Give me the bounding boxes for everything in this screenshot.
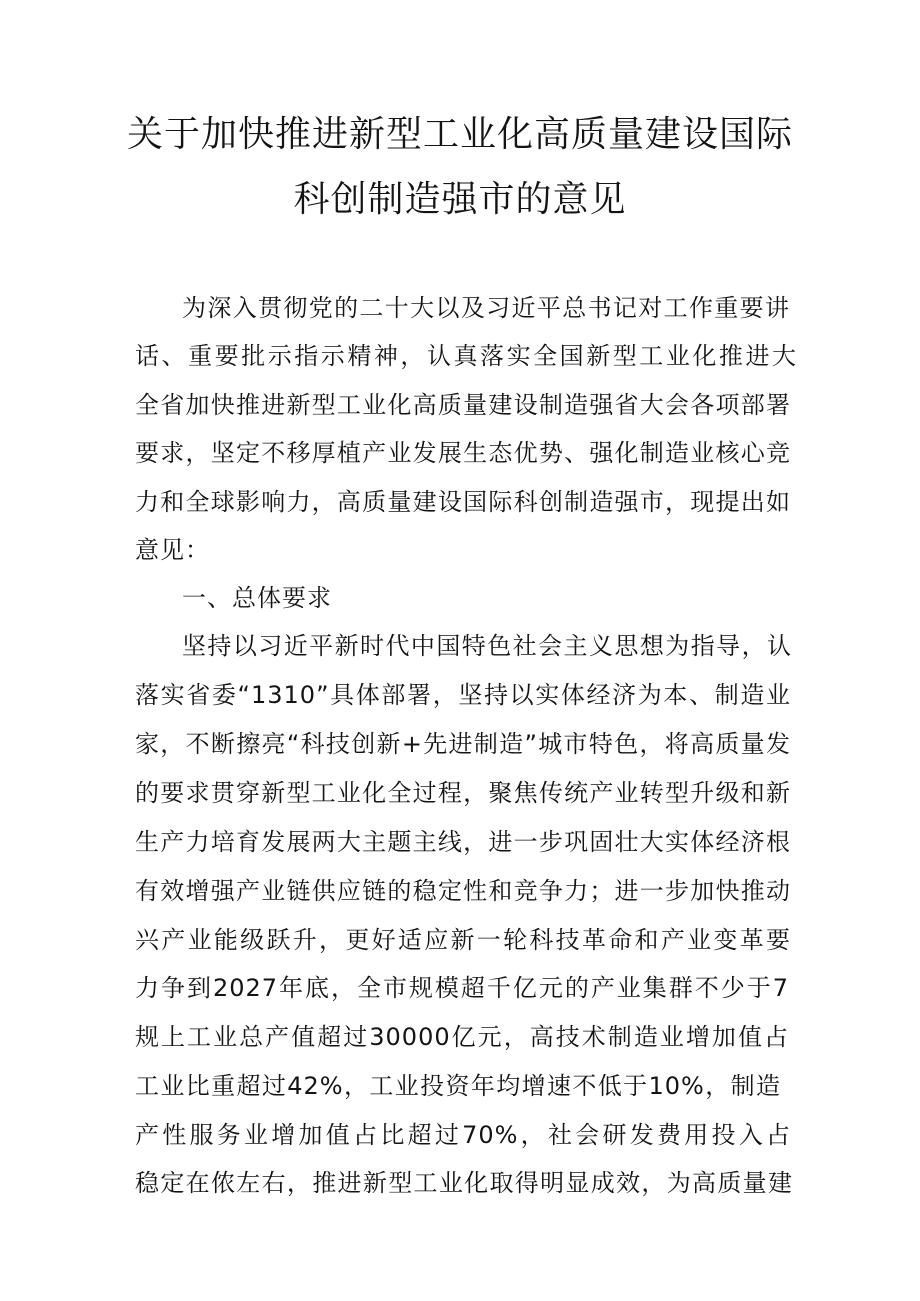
body-line: 有效增强产业链供应链的稳定性和竞争力；进一步加快推动 — [135, 877, 791, 905]
body-line: 规上工业总产值超过30000亿元，高技术制造业增加值占 — [135, 1023, 789, 1051]
body-line: 话、重要批示指示精神，认真落实全国新型工业化推进大 — [135, 342, 797, 370]
body-line: 全省加快推进新型工业化高质量建设制造强省大会各项部署 — [135, 391, 791, 419]
body-line: 力争到2027年底，全市规模超千亿元的产业集群不少于7 — [135, 974, 789, 1002]
body-line: 为深入贯彻党的二十大以及习近平总书记对工作重要讲 — [182, 294, 790, 322]
body-line: 坚持以习近平新时代中国特色社会主义思想为指导，认 — [182, 632, 792, 660]
body-line: 生产力培育发展两大主题主线，进一步巩固壮大实体经济根 — [135, 828, 791, 856]
body-line: 兴产业能级跃升，更好适应新一轮科技革命和产业变革要 — [135, 926, 791, 954]
body-line: 力和全球影响力，高质量建设国际科创制造强市，现提出如 — [135, 488, 791, 516]
body-line: 产性服务业增加值占比超过70%，社会研发费用投入占 — [135, 1121, 791, 1149]
body-line: 意见： — [135, 536, 210, 564]
document-title-line-1: 关于加快推进新型工业化高质量建设国际 — [126, 114, 793, 155]
body-line: 稳定在侬左右，推进新型工业化取得明显成效，为高质量建 — [135, 1169, 793, 1197]
section-heading: 一、总体要求 — [182, 584, 332, 612]
body-line: 要求，坚定不移厚植产业发展生态优势、强化制造业核心竞 — [135, 439, 791, 467]
body-line: 落实省委“1310”具体部署，坚持以实体经济为本、制造业 — [135, 681, 791, 709]
body-line: 的要求贯穿新型工业化全过程，聚焦传统产业转型升级和新 — [135, 779, 791, 807]
document-title-line-2: 科创制造强市的意见 — [293, 179, 627, 220]
body-line: 工业比重超过42%，工业投资年均增速不低于10%，制造 — [135, 1072, 781, 1100]
body-line: 家，不断擦亮“科技创新+先进制造”城市特色，将高质量发 — [135, 730, 791, 758]
